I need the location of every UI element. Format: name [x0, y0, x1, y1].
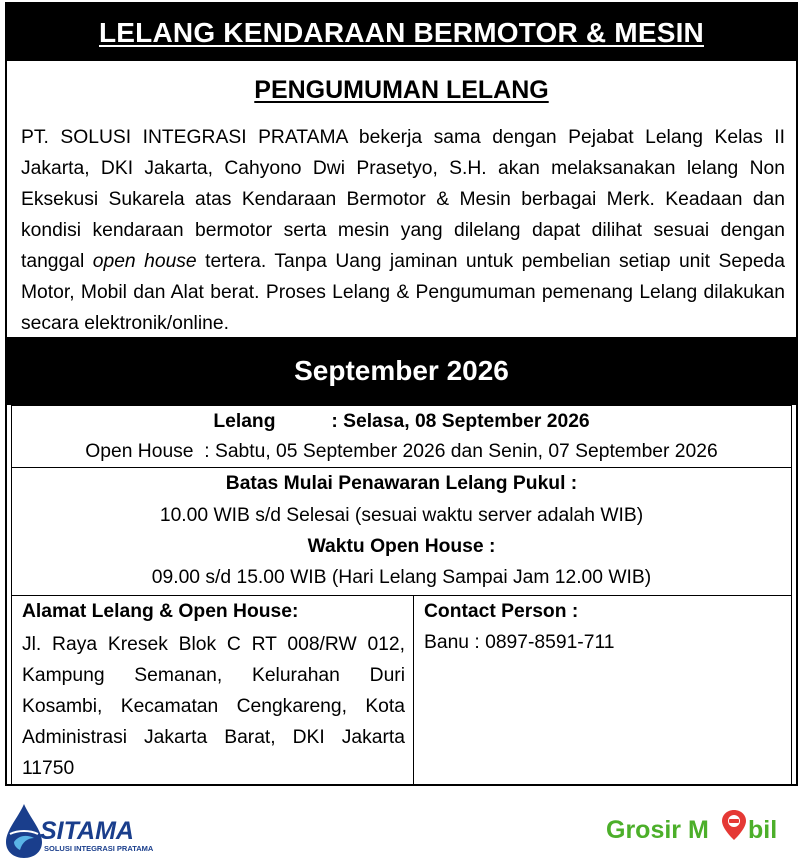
announcement-body-part1: PT. SOLUSI INTEGRASI PRATAMA bekerja sama dengan Pejabat Lelang Kelas II Jakarta, DKI Jakarta, Cahyono Dwi Prasetyo, S.H. akan melaksanakan lelang Non Eksekusi Sukarela atas Kendaraan Bermotor & Mesin berbagai Merk. Keadaan dan kondisi kendaraan bermotor serta mesin yang dilelang dapat dilihat sesuai dengan tanggal [21, 127, 785, 272]
auction-date-value: : Selasa, 08 September 2026 [331, 411, 590, 432]
sitama-logo-name: SITAMA [40, 817, 134, 845]
bid-start-label: Batas Mulai Penawaran Lelang Pukul : [225, 473, 578, 494]
open-house-time-label: Waktu Open House : [307, 536, 496, 557]
sitama-logo-tagline: SOLUSI INTEGRASI PRATAMA [44, 844, 154, 853]
announcement-body-italic: open house [92, 251, 197, 272]
address-label: Alamat Lelang & Open House: [22, 601, 299, 622]
header-title: LELANG KENDARAAN BERMOTOR & MESIN [99, 16, 704, 48]
announcement-body-part2: tertera. Tanpa Uang jaminan untuk pembelian setiap unit Sepeda Motor, Mobil dan Alat berat. Proses Lelang & Pengumuman pemenang Lelang dilakukan secara elektronik/online. [21, 251, 785, 334]
map-pin-icon [722, 810, 746, 840]
times-box [11, 468, 792, 596]
contact-label: Contact Person : [424, 601, 579, 622]
grosir-mobil-logo-text2: bil [748, 816, 778, 844]
schedule-box [11, 405, 792, 468]
month-bar [7, 337, 796, 405]
grosir-mobil-logo-text1: Grosir M [606, 816, 709, 844]
auction-date-label: Lelang [213, 411, 276, 432]
bid-start-value: 10.00 WIB s/d Selesai (sesuai waktu server adalah WIB) [159, 505, 644, 526]
grosir-mobil-logo [606, 808, 796, 852]
auction-date-row [12, 411, 791, 433]
address-value: Jl. Raya Kresek Blok C RT 008/RW 012, Kampung Semanan, Kelurahan Duri Kosambi, Kecamatan Cengkareng, Kota Administrasi Jakarta Barat, DKI Jakarta 11750 [22, 634, 405, 779]
header-bar [7, 4, 796, 61]
open-house-time-value: 09.00 s/d 15.00 WIB (Hari Lelang Sampai Jam 12.00 WIB) [151, 567, 652, 588]
announcement-frame [5, 2, 798, 786]
address-cell [11, 596, 414, 786]
month-title: September 2026 [294, 355, 509, 386]
contact-value: Banu : 0897-8591-711 [424, 632, 615, 653]
open-house-date: Open House : Sabtu, 05 September 2026 dan Senin, 07 September 2026 [85, 441, 718, 462]
announcement-body [21, 122, 785, 339]
sitama-drop-icon [4, 800, 164, 860]
contact-cell [414, 596, 792, 786]
announcement-title: PENGUMUMAN LELANG [254, 76, 549, 104]
sitama-logo [4, 800, 164, 860]
